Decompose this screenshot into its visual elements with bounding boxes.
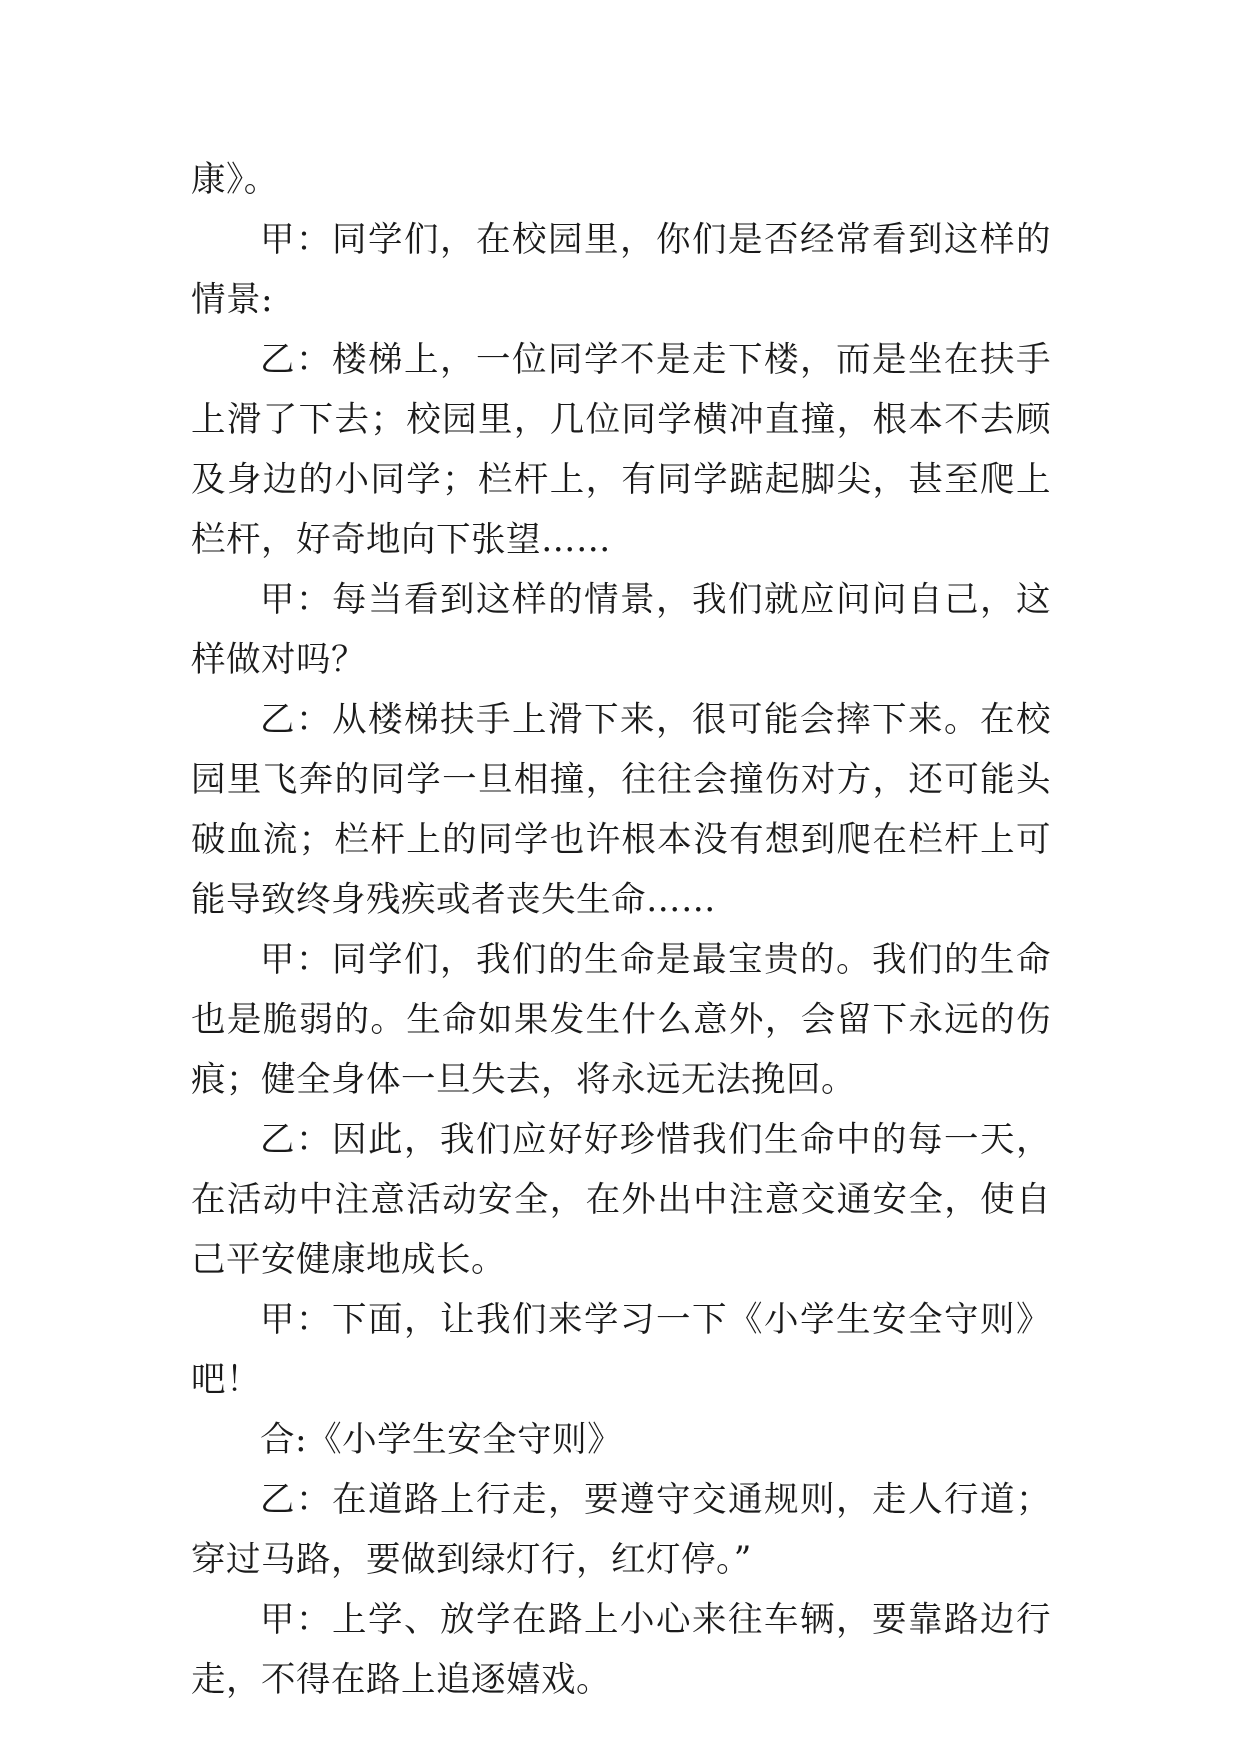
paragraph-yi-dangers: 乙：从楼梯扶手上滑下来，很可能会摔下来。在校园里飞奔的同学一旦相撞，往往会撞伤对方，还可能头破血流；栏杆上的同学也许根本没有想到爬在栏杆上可能导致终身残疾或者丧失生命…… [191,700,1051,920]
paragraph-jia-life: 甲：同学们，我们的生命是最宝贵的。我们的生命也是脆弱的。生命如果发生什么意外，会留下永远的伤痕；健全身体一旦失去，将永远无法挽回。 [191,940,1051,1100]
paragraph-yi-road-rule: 乙：在道路上行走，要遵守交通规则，走人行道；穿过马路，要做到绿灯行，红灯停。” [191,1480,1051,1580]
paragraph-jia-question: 甲：同学们，在校园里，你们是否经常看到这样的情景: [191,220,1051,320]
paragraph-continuation: 康》。 [191,160,279,200]
paragraph-yi-cherish: 乙：因此，我们应好好珍惜我们生命中的每一天，在活动中注意活动安全，在外出中注意交通安全，使自己平安健康地成长。 [191,1120,1051,1280]
document-body [191,150,1051,1710]
paragraph-yi-scenes: 乙：楼梯上，一位同学不是走下楼，而是坐在扶手上滑了下去；校园里，几位同学横冲直撞，根本不去顾及身边的小同学；栏杆上，有同学踮起脚尖，甚至爬上栏杆，好奇地向下张望…… [191,340,1051,560]
paragraph-jia-rules-intro: 甲：下面，让我们来学习一下《小学生安全守则》吧！ [191,1300,1051,1400]
paragraph-he-rules-title: 合:《小学生安全守则》 [260,1420,623,1460]
paragraph-jia-reflect: 甲：每当看到这样的情景，我们就应问问自己，这样做对吗？ [191,580,1051,680]
paragraph-jia-school-route: 甲：上学、放学在路上小心来往车辆，要靠路边行走，不得在路上追逐嬉戏。 [191,1600,1051,1700]
